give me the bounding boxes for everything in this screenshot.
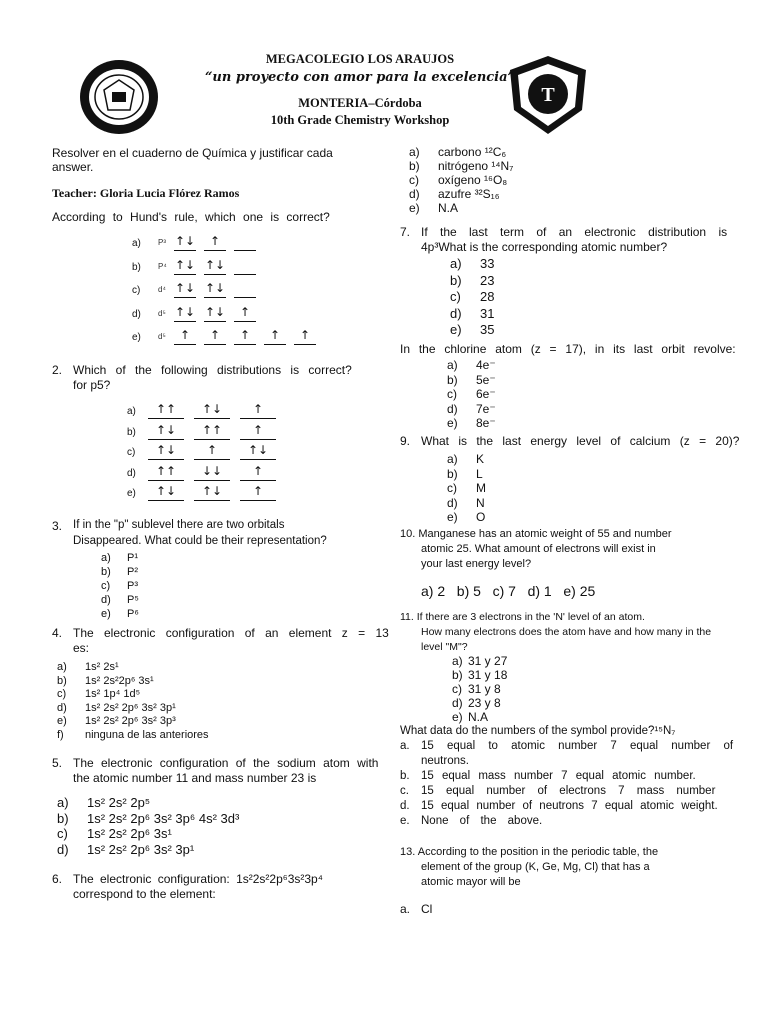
orbital-box: ↑↓ [174,234,196,251]
option-text: N [476,495,485,510]
option-label: a) [447,358,458,372]
option-text: M [476,481,486,495]
q13-text-line-3: atomic mayor will be [421,876,521,888]
option-label: c) [447,387,457,401]
option-text-continued: neutrons. [421,755,469,767]
orbital-box: ↑↓ [194,484,230,501]
option-text: nitrógeno ¹⁴N₇ [438,159,514,173]
q4-number: 4. [52,626,63,640]
option-label: d. [400,800,410,812]
orbital-box [234,281,256,298]
orbital-box: ↑ [240,484,276,501]
q10-text-line-1: 10. Manganese has an atomic weight of 55 and number [400,528,672,540]
option-sublevel: d⁴ [158,285,166,294]
orbital-box: ↓↓ [194,464,230,481]
option-text: P² [127,566,138,578]
q12-text: What data do the numbers of the symbol provide?¹⁵N₇ [400,725,676,737]
option-text: 1s² 2s² 2p⁶ 3s² 3p¹ [85,701,176,714]
q11-text-line-2: How many electrons does the atom have and how many in the [421,626,712,638]
option-label: d) [447,495,458,510]
q6-text-line-1: The electronic configuration: 1s²2s²2p⁶3s²3p⁴ [73,872,323,886]
q2-number: 2. [52,363,63,377]
q5-number: 5. [52,756,63,770]
instruction-line-1: Resolver en el cuaderno de Química y justificar cada [52,146,333,160]
orbital-box: ↑ [204,328,226,345]
option-label: a) [101,552,111,564]
option-label: a) [447,452,458,466]
option-label: a) [127,406,136,417]
option-text: azufre ³²S₁₆ [438,187,500,201]
option-label: a) [450,256,462,271]
q6-number: 6. [52,872,63,886]
q6-text-line-2: correspond to the element: [73,887,216,901]
q2-text-line-2: for p5? [73,378,111,392]
orbital-box: ↑ [174,328,196,345]
option-label: e) [132,332,141,343]
school-logo-left [78,58,160,136]
option-label: b) [452,668,463,682]
option-text: 6e⁻ [476,387,496,401]
option-label: d) [450,305,462,321]
q3-text-line-1: If in the "p" sublevel there are two orbitals [73,519,285,531]
option-label: c) [127,447,136,458]
option-label: e) [57,715,67,727]
option-label: e) [447,510,458,524]
option-label: e) [447,416,458,430]
orbital-box: ↑↓ [174,281,196,298]
orbital-box [234,258,256,275]
option-text: Cl [421,902,433,916]
option-text: 28 [480,289,495,304]
option-text: O [476,510,486,524]
option-text: 31 y 18 [468,668,508,682]
workshop-title: 10th Grade Chemistry Workshop [270,113,450,127]
orbital-box: ↑ [194,443,230,460]
option-text: 23 y 8 [468,696,501,710]
option-text: carbono ¹²C₆ [438,145,507,159]
option-text: 1s² 1p⁴ 1d⁵ [85,688,141,700]
option-text: 1s² 2s¹ [85,661,119,673]
q13-text-line-2: element of the group (K, Ge, Mg, Cl) that has a [421,861,650,873]
option-text: P¹ [127,552,138,564]
orbital-box: ↑ [234,328,256,345]
orbital-box: ↑ [240,402,276,419]
option-label: b) [447,372,458,387]
orbital-box: ↑↓ [204,305,226,322]
q10-options: a) 2 b) 5 c) 7 d) 1 e) 25 [421,583,596,599]
option-label: a) [452,654,463,668]
option-label: d) [132,308,141,320]
option-label: e) [409,201,420,215]
option-text: 15 equal mass number 7 equal atomic number. [421,770,696,782]
q4-text-line-1: The electronic configuration of an element z = 13 [73,626,389,640]
option-label: d) [57,841,69,857]
option-sublevel: d⁵ [158,308,166,318]
q11-text-line-3: level "M"? [421,641,468,653]
q3-number: 3. [52,519,63,533]
option-label: b) [132,261,141,273]
option-text: L [476,466,483,481]
q3-text-line-2: Disappeared. What could be their representation? [73,535,327,547]
option-label: b) [127,426,136,438]
option-text: 5e⁻ [476,372,496,387]
option-sublevel: P³ [158,238,166,247]
option-label: c) [132,285,141,296]
orbital-box: ↑ [204,234,226,251]
q1-text: According to Hund's rule, which one is correct? [52,210,330,224]
q4-text-line-2: es: [73,641,90,655]
option-label: e) [452,710,463,724]
option-text: 4e⁻ [476,358,496,372]
orbital-box: ↑↑ [148,402,184,419]
option-label: b) [450,272,462,288]
q7-text-line-1: If the last term of an electronic distribution is [421,225,728,239]
option-label: c) [409,173,419,187]
option-text: 1s² 2s² 2p⁶ 3s² 3p³ [85,715,176,727]
q7-text-line-2: 4p³What is the corresponding atomic number? [421,240,668,254]
option-label: d) [409,187,420,201]
option-text: 23 [480,272,495,288]
option-label: c. [400,785,409,797]
q5-text-line-2: the atomic number 11 and mass number 23 is [73,771,317,785]
option-label: a) [57,661,67,673]
option-text: 1s² 2s² 2p⁶ 3s¹ [87,826,172,841]
q9-text: What is the last energy level of calcium (z = 20)? [421,434,740,448]
option-label: c) [452,682,462,696]
svg-text:T: T [541,84,555,106]
option-text: 15 equal to atomic number 7 equal number of [421,740,734,752]
option-text: K [476,452,485,466]
school-slogan: “un proyecto con amor para la excelencia” [204,70,516,85]
orbital-box: ↑↓ [204,258,226,275]
option-label: f) [57,728,64,741]
option-label: b. [400,770,410,782]
option-label: e. [400,815,410,827]
option-text: ninguna de las anteriores [85,728,209,741]
option-label: b) [447,466,458,481]
orbital-box: ↑↓ [148,484,184,501]
option-text: 1s² 2s² 2p⁵ [87,795,151,810]
option-text: N.A [438,201,459,215]
option-label: b) [57,674,67,687]
option-text: P⁶ [127,608,139,620]
orbital-box: ↑↓ [240,443,276,460]
option-text: 35 [480,322,495,337]
orbital-box: ↑↓ [194,402,230,419]
orbital-box: ↑↓ [148,443,184,460]
orbital-box: ↑ [234,305,256,322]
q10-text-line-3: your last energy level? [421,558,532,570]
option-label: d) [127,467,136,479]
option-text: 31 y 27 [468,654,508,668]
option-text: 15 equal number of neutrons 7 equal atomic weight. [421,800,718,812]
option-label: e) [450,322,462,337]
option-text: 33 [480,256,495,271]
option-text: 7e⁻ [476,401,496,416]
orbital-box: ↑ [294,328,316,345]
q11-text-line-1: 11. If there are 3 electrons in the 'N' level of an atom. [400,611,645,623]
q10-text-line-2: atomic 25. What amount of electrons will exist in [421,543,656,555]
option-text: P³ [127,580,138,592]
teacher-name: Teacher: Gloria Lucia Flórez Ramos [52,186,240,200]
option-text: 31 [480,305,495,321]
option-text: 1s² 2s² 2p⁶ 3s² 3p⁶ 4s² 3d³ [87,810,240,826]
option-label: e) [101,608,111,620]
option-text: oxígeno ¹⁶O₈ [438,173,508,187]
option-label: a. [400,902,411,916]
q9-number: 9. [400,434,411,448]
option-label: b) [101,566,111,578]
option-label: d) [452,696,463,710]
q2-text-line-1: Which of the following distributions is correct? [73,363,352,377]
orbital-box [234,234,256,251]
option-label: c) [57,688,67,700]
option-text: N.A [468,710,489,724]
option-label: c) [450,289,461,304]
option-text: 1s² 2s² 2p⁶ 3s² 3p¹ [87,841,195,857]
option-label: b) [57,810,69,826]
q7-number: 7. [400,225,411,239]
option-sublevel: d⁵ [158,332,166,341]
option-label: a) [132,238,141,249]
q5-text-line-1: The electronic configuration of the sodium atom with [73,756,379,770]
option-label: c) [57,826,68,841]
orbital-box: ↑↓ [148,423,184,440]
option-label: a) [57,795,69,810]
option-text: 15 equal number of electrons 7 mass number [421,785,716,797]
option-label: d) [447,401,458,416]
orbital-box: ↑↑ [148,464,184,481]
orbital-box: ↑↓ [174,258,196,275]
option-label: c) [447,481,457,495]
school-name: MEGACOLEGIO LOS ARAUJOS [265,52,455,66]
school-city: MONTERIA–Córdoba [298,96,422,110]
option-text: 8e⁻ [476,416,496,430]
option-text: 31 y 8 [468,682,501,696]
q8-text: In the chlorine atom (z = 17), in its last orbit revolve: [400,342,736,356]
option-label: a) [409,145,420,159]
orbital-box: ↑↑ [194,423,230,440]
q13-text-line-1: 13. According to the position in the periodic table, the [400,846,659,858]
orbital-box: ↑↓ [204,281,226,298]
option-text: P⁵ [127,594,139,606]
option-label: c) [101,580,111,592]
orbital-box: ↑ [240,464,276,481]
option-text: None of the above. [421,815,543,827]
orbital-box: ↑ [240,423,276,440]
option-label: b) [409,159,420,173]
instruction-line-2: answer. [52,160,94,174]
option-sublevel: P⁴ [158,261,167,271]
option-text: 1s² 2s²2p⁶ 3s¹ [85,674,154,687]
orbital-box: ↑ [264,328,286,345]
option-label: d) [57,701,67,714]
option-label: a. [400,740,410,752]
option-label: e) [127,488,136,499]
option-label: d) [101,594,111,606]
orbital-box: ↑↓ [174,305,196,322]
